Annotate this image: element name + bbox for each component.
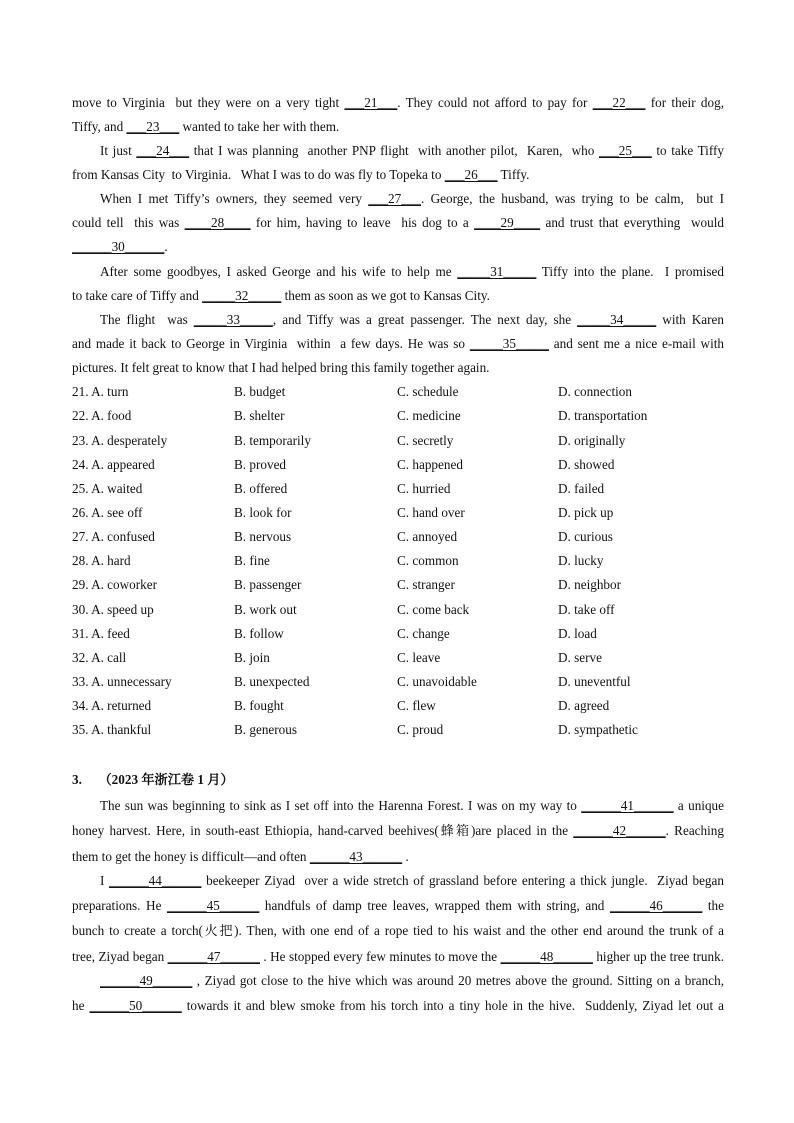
text-segment: . He stopped every few minutes to move the (259, 949, 501, 964)
text-segment: wanted to take her with them. (179, 119, 340, 134)
option-c: C. common (397, 553, 459, 568)
option-text: A. coworker (91, 577, 157, 592)
option-b: B. budget (234, 384, 286, 399)
option-a (72, 404, 131, 428)
text-segment: , and Tiffy was a great passenger. The next day, she (272, 312, 578, 327)
text-segment: , Ziyad got close to the hive which was around 20 metres above the ground. Sitting on a branch, (192, 973, 724, 988)
option-d: D. uneventful (558, 674, 631, 689)
option-b: B. join (234, 650, 270, 665)
question-row (72, 501, 724, 525)
question-number: 31. (72, 626, 89, 641)
blank-field: ______46______ (609, 898, 703, 913)
blank-field: ______50______ (89, 998, 182, 1013)
option-text: A. hard (91, 553, 131, 568)
option-b: B. shelter (234, 408, 285, 423)
option-b: B. offered (234, 481, 288, 496)
question-row (72, 525, 724, 549)
question-number: 28. (72, 553, 89, 568)
option-b: B. passenger (234, 577, 302, 592)
text-segment: After some goodbyes, I asked George and his wife to help me (100, 264, 458, 279)
option-text: A. see off (91, 505, 143, 520)
text-segment: towards it and blew smoke from his torch into a tiny hole in the hive. Suddenly, Ziyad let out a (181, 998, 724, 1013)
question-number: 25. (72, 481, 89, 496)
blank-field: _____31_____ (457, 264, 537, 279)
option-d: D. failed (558, 481, 605, 496)
blank-field: ______30______ (72, 239, 165, 254)
text-segment: . Reaching (665, 823, 724, 838)
option-d: D. originally (558, 433, 626, 448)
option-b: B. look for (234, 505, 292, 520)
blank-field: _____35_____ (469, 336, 549, 351)
option-d: D. transportation (558, 408, 648, 423)
passage-2-line (72, 332, 724, 356)
passage-2-line (72, 91, 724, 115)
text-segment: . George, the husband, was trying to be calm, but I (421, 191, 724, 206)
question-number: 35. (72, 722, 89, 737)
option-d: D. take off (558, 602, 615, 617)
question-row (72, 694, 724, 718)
option-b: B. nervous (234, 529, 292, 544)
passage-3-line (100, 969, 724, 993)
passage-3-line (72, 845, 724, 869)
blank-field: ___22___ (592, 95, 646, 110)
text-segment: Tiffy, and (72, 119, 127, 134)
option-c: C. happened (397, 457, 463, 472)
passage-2-line (72, 284, 724, 308)
option-c: C. come back (397, 602, 470, 617)
blank-field: ______47______ (167, 949, 260, 964)
option-b: B. proved (234, 457, 287, 472)
blank-field: ______48______ (500, 949, 593, 964)
option-c: C. flew (397, 698, 436, 713)
option-a (72, 718, 151, 742)
passage-2-line (72, 163, 724, 187)
option-a (72, 670, 172, 694)
option-text: A. turn (91, 384, 129, 399)
question-number: 27. (72, 529, 89, 544)
text-segment: and sent me a nice e-mail with (548, 336, 724, 351)
text-segment: . (164, 239, 168, 254)
blank-field: ______49______ (100, 973, 193, 988)
option-d: D. lucky (558, 553, 604, 568)
option-text: A. desperately (91, 433, 168, 448)
option-d: D. neighbor (558, 577, 621, 592)
blank-field: ______43______ (309, 849, 403, 864)
question-number: 22. (72, 408, 89, 423)
text-segment: preparations. He (72, 898, 168, 913)
option-b: B. fine (234, 553, 270, 568)
section-number: 3. (72, 772, 82, 787)
option-text: A. waited (91, 481, 143, 496)
question-number: 24. (72, 457, 89, 472)
text-segment: The sun was beginning to sink as I set off into the Harenna Forest. I was on my way to (100, 798, 582, 813)
text-segment: pictures. It felt great to know that I had helped bring this family together again. (72, 360, 490, 375)
option-d: D. sympathetic (558, 722, 638, 737)
text-segment: the (702, 898, 724, 913)
passage-2-line (72, 115, 724, 139)
passage-3-line (72, 894, 724, 918)
text-segment: I (100, 873, 110, 888)
option-c: C. medicine (397, 408, 461, 423)
blank-field: ______45______ (167, 898, 260, 913)
option-c: C. unavoidable (397, 674, 477, 689)
question-number: 21. (72, 384, 89, 399)
option-a (72, 453, 155, 477)
text-segment: them as soon as we got to Kansas City. (281, 288, 490, 303)
option-a (72, 501, 142, 525)
text-segment: from Kansas City to Virginia. What I was to do was fly to Topeka to (72, 167, 445, 182)
option-d: D. serve (558, 650, 602, 665)
text-segment: to take care of Tiffy and (72, 288, 203, 303)
question-row (72, 718, 724, 742)
text-segment: and made it back to George in Virginia within a few days. He was so (72, 336, 470, 351)
option-c: C. stranger (397, 577, 455, 592)
text-segment: a unique (673, 798, 724, 813)
option-a (72, 549, 131, 573)
question-row (72, 404, 724, 428)
text-segment: tree, Ziyad began (72, 949, 168, 964)
passage-2-line (100, 139, 724, 163)
text-segment: move to Virginia but they were on a very tight (72, 95, 345, 110)
question-row (72, 477, 724, 501)
question-row (72, 598, 724, 622)
passage-3-line (100, 869, 724, 893)
option-b: B. temporarily (234, 433, 311, 448)
option-c: C. change (397, 626, 450, 641)
passage-3-line (72, 994, 724, 1018)
option-a (72, 622, 130, 646)
blank-field: ___27___ (368, 191, 422, 206)
blank-field: _____34_____ (577, 312, 657, 327)
question-number: 30. (72, 602, 89, 617)
question-row (72, 380, 724, 404)
text-segment: . They could not afford to pay for (397, 95, 593, 110)
text-segment: . (402, 849, 409, 864)
text-segment: to take Tiffy (651, 143, 724, 158)
passage-2-line (100, 187, 724, 211)
option-d: D. agreed (558, 698, 610, 713)
passage-3-line (72, 945, 724, 969)
text-segment: When I met Tiffy’s owners, they seemed very (100, 191, 369, 206)
question-row (72, 646, 724, 670)
question-row (72, 549, 724, 573)
text-segment: higher up the tree trunk. (592, 949, 724, 964)
option-a (72, 429, 167, 453)
text-segment: that I was planning another PNP flight with another pilot, Karen, who (189, 143, 599, 158)
question-number: 23. (72, 433, 89, 448)
option-d: D. load (558, 626, 597, 641)
passage-2-line (100, 260, 724, 284)
blank-field: ______44______ (109, 873, 202, 888)
passage-2-line (72, 235, 724, 259)
option-c: C. annoyed (397, 529, 458, 544)
option-a (72, 380, 128, 404)
passage-3-line (100, 794, 724, 818)
blank-field: _____32_____ (202, 288, 282, 303)
option-c: C. schedule (397, 384, 459, 399)
blank-field: ______41______ (581, 798, 674, 813)
option-c: C. leave (397, 650, 441, 665)
text-segment: beekeeper Ziyad over a wide stretch of grassland before entering a thick jungle. Ziyad began (201, 873, 724, 888)
question-number: 34. (72, 698, 89, 713)
text-segment: for their dog, (645, 95, 724, 110)
blank-field: ___23___ (126, 119, 180, 134)
option-c: C. hurried (397, 481, 451, 496)
blank-field: ___21___ (344, 95, 398, 110)
question-row (72, 573, 724, 597)
text-segment: he (72, 998, 90, 1013)
text-segment: The flight was (100, 312, 194, 327)
option-c: C. hand over (397, 505, 465, 520)
option-text: A. feed (91, 626, 130, 641)
option-text: A. speed up (91, 602, 154, 617)
text-segment: with Karen (656, 312, 724, 327)
text-segment: bunch to create a torch(火把). Then, with one end of a rope tied to his waist and the other end around the trunk of a (72, 923, 724, 938)
passage-2-line (72, 356, 724, 380)
text-segment: them to get the honey is difficult—and often (72, 849, 310, 864)
option-text: A. unnecessary (91, 674, 172, 689)
option-b: B. work out (234, 602, 297, 617)
passage-2-line (72, 211, 724, 235)
question-number: 32. (72, 650, 89, 665)
option-b: B. fought (234, 698, 284, 713)
option-b: B. follow (234, 626, 284, 641)
blank-field: ___25___ (599, 143, 652, 158)
passage-2-line (100, 308, 724, 332)
option-a (72, 646, 126, 670)
option-d: D. curious (558, 529, 613, 544)
option-text: A. call (91, 650, 127, 665)
option-text: A. returned (91, 698, 152, 713)
passage-3-line (72, 919, 724, 943)
text-segment: It just (100, 143, 137, 158)
blank-field: ______42______ (573, 823, 666, 838)
option-c: C. proud (397, 722, 444, 737)
option-text: A. confused (91, 529, 155, 544)
question-number: 29. (72, 577, 89, 592)
passage-3-line (72, 819, 724, 843)
blank-field: ___26___ (444, 167, 498, 182)
option-text: A. appeared (91, 457, 155, 472)
section-source: （2023 年浙江卷 1 月） (98, 772, 234, 787)
option-a (72, 694, 151, 718)
option-a (72, 598, 154, 622)
blank-field: ____29____ (474, 215, 541, 230)
option-a (72, 477, 142, 501)
text-segment: and trust that everything would (540, 215, 724, 230)
text-segment: could tell this was (72, 215, 185, 230)
question-row (72, 429, 724, 453)
option-b: B. generous (234, 722, 297, 737)
question-row (72, 670, 724, 694)
option-d: D. showed (558, 457, 615, 472)
question-number: 26. (72, 505, 89, 520)
text-segment: honey harvest. Here, in south-east Ethiopia, hand-carved beehives(蜂箱)are placed in the (72, 823, 574, 838)
option-a (72, 525, 155, 549)
option-d: D. connection (558, 384, 632, 399)
blank-field: ____28____ (184, 215, 251, 230)
question-row (72, 622, 724, 646)
text-segment: Tiffy into the plane. I promised (536, 264, 724, 279)
option-text: A. thankful (91, 722, 152, 737)
blank-field: _____33_____ (193, 312, 273, 327)
section-3-heading (72, 768, 234, 792)
option-d: D. pick up (558, 505, 614, 520)
question-number: 33. (72, 674, 89, 689)
blank-field: ___24___ (136, 143, 190, 158)
text-segment: handfuls of damp tree leaves, wrapped them with string, and (259, 898, 610, 913)
question-row (72, 453, 724, 477)
text-segment: for him, having to leave his dog to a (250, 215, 475, 230)
option-text: A. food (91, 408, 132, 423)
text-segment: Tiffy. (497, 167, 530, 182)
option-b: B. unexpected (234, 674, 310, 689)
option-c: C. secretly (397, 433, 454, 448)
option-a (72, 573, 157, 597)
